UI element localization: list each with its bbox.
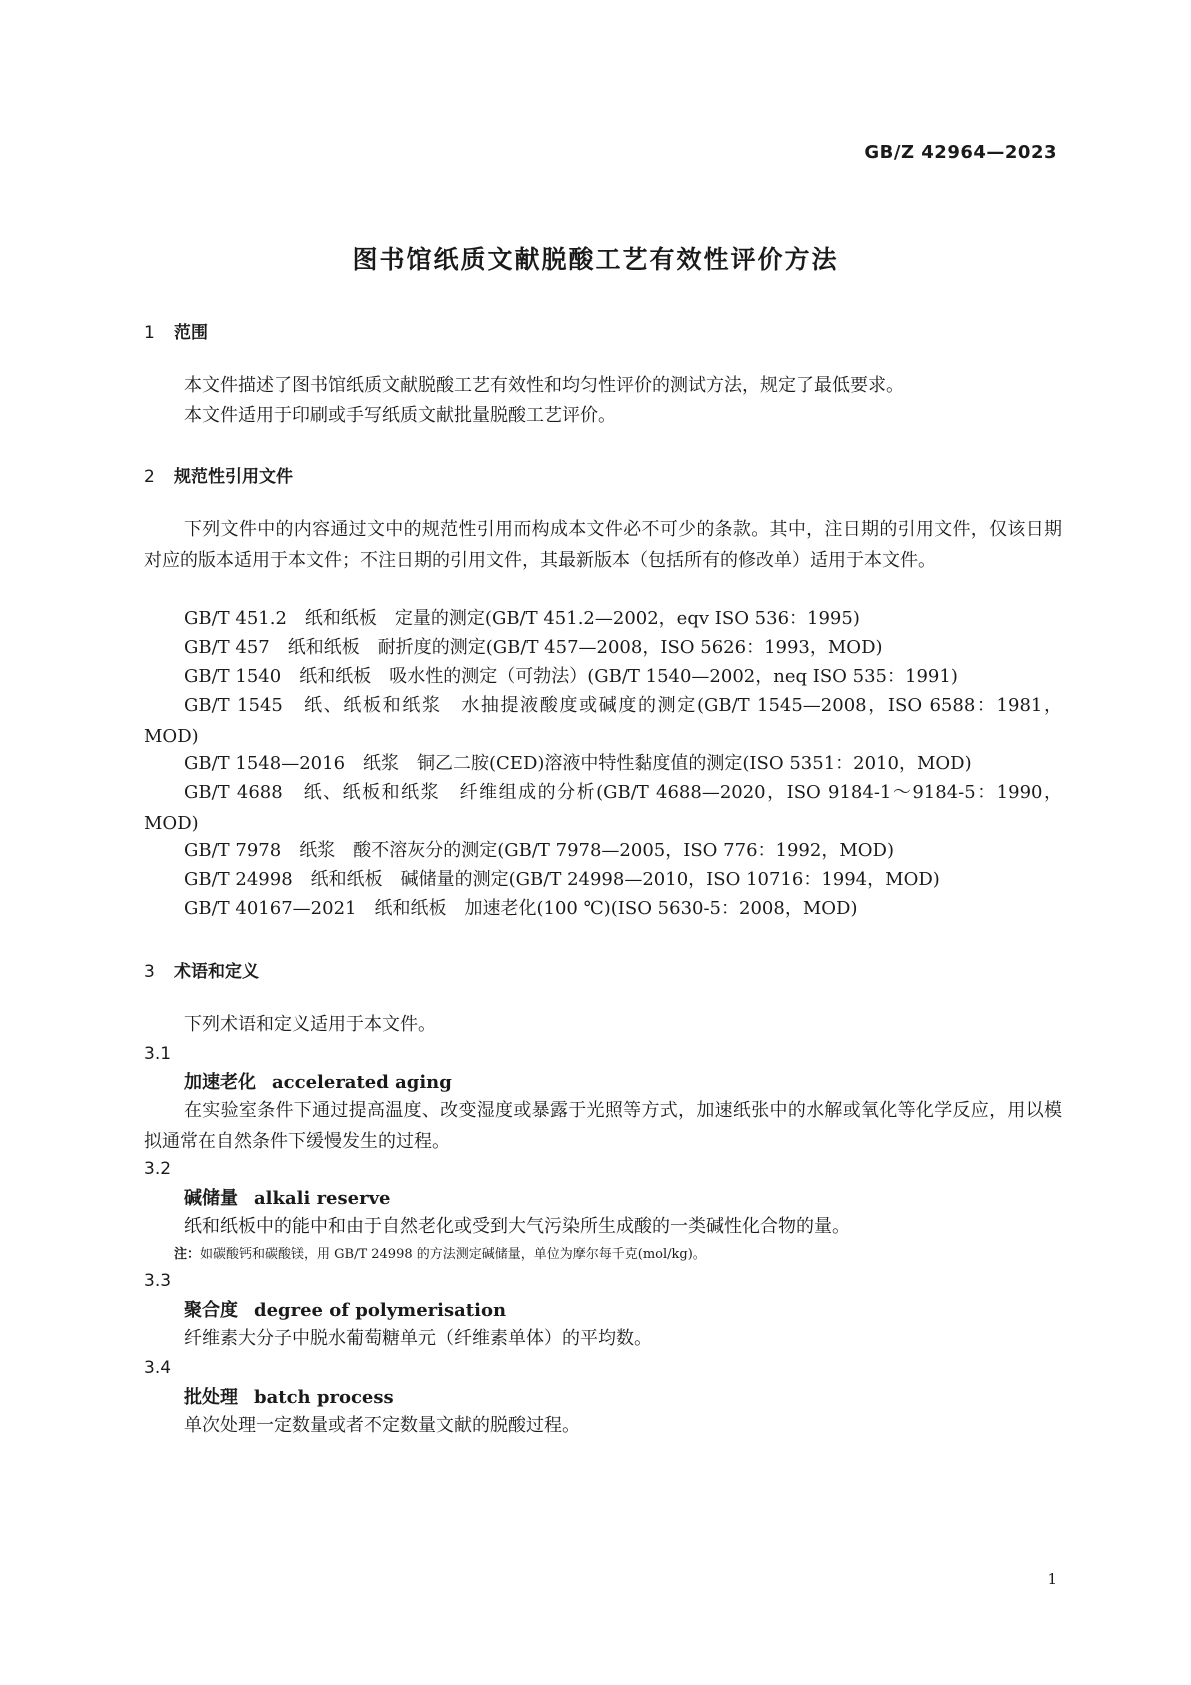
term-definition: 单次处理一定数量或者不定数量文献的脱酸过程。 bbox=[184, 1415, 580, 1436]
term-heading bbox=[184, 1383, 394, 1409]
term-number: 3.3 bbox=[144, 1271, 172, 1291]
term-en: degree of polymerisation bbox=[254, 1300, 507, 1321]
section-3-heading bbox=[144, 957, 259, 982]
term-zh: 加速老化 bbox=[184, 1072, 256, 1093]
term-heading bbox=[184, 1184, 391, 1210]
term-en: batch process bbox=[254, 1387, 394, 1408]
section-number: 1 bbox=[144, 323, 155, 343]
paragraph: 本文件适用于印刷或手写纸质文献批量脱酸工艺评价。 bbox=[184, 405, 616, 426]
section-2-heading bbox=[144, 462, 293, 487]
reference-item: GB/T 1548—2016 纸浆 铜乙二胺(CED)溶液中特性黏度值的测定(ISO 5351：2010，MOD) bbox=[184, 753, 972, 774]
paragraph: 下列术语和定义适用于本文件。 bbox=[184, 1014, 436, 1035]
reference-item: GB/T 40167—2021 纸和纸板 加速老化(100 ℃)(ISO 5630-5：2008，MOD) bbox=[184, 898, 858, 919]
document-title: 图书馆纸质文献脱酸工艺有效性评价方法 bbox=[352, 245, 839, 274]
term-definition: 纤维素大分子中脱水葡萄糖单元（纤维素单体）的平均数。 bbox=[184, 1328, 652, 1349]
term-number: 3.2 bbox=[144, 1159, 172, 1179]
section-title: 范围 bbox=[174, 323, 208, 343]
paragraph: 下列文件中的内容通过文中的规范性引用而构成本文件必不可少的条款。其中，注日期的引用文件，仅该日期对应的版本适用于本文件；不注日期的引用文件，其最新版本（包括所有的修改单）适用于本文件。 bbox=[144, 519, 1062, 571]
term-zh: 聚合度 bbox=[184, 1300, 238, 1321]
term-heading bbox=[184, 1296, 506, 1322]
reference-item: GB/T 24998 纸和纸板 碱储量的测定(GB/T 24998—2010，ISO 10716：1994，MOD) bbox=[184, 869, 940, 890]
term-heading bbox=[184, 1068, 452, 1094]
term-number: 3.1 bbox=[144, 1044, 172, 1064]
term-zh: 批处理 bbox=[184, 1387, 238, 1408]
page-number: 1 bbox=[1047, 1570, 1057, 1588]
term-note bbox=[174, 1243, 706, 1262]
reference-item: GB/T 1540 纸和纸板 吸水性的测定（可勃法）(GB/T 1540—2002，neq ISO 535：1991) bbox=[184, 666, 958, 687]
term-zh: 碱储量 bbox=[184, 1188, 238, 1209]
term-en: accelerated aging bbox=[272, 1072, 452, 1093]
section-1-heading bbox=[144, 318, 208, 343]
note-text: 如碳酸钙和碳酸镁，用 GB/T 24998 的方法测定碱储量，单位为摩尔每千克(mol/kg)。 bbox=[200, 1247, 706, 1262]
paragraph: 本文件描述了图书馆纸质文献脱酸工艺有效性和均匀性评价的测试方法，规定了最低要求。 bbox=[184, 375, 904, 396]
section-title: 术语和定义 bbox=[174, 962, 259, 982]
reference-item: GB/T 457 纸和纸板 耐折度的测定(GB/T 457—2008，ISO 5626：1993，MOD) bbox=[184, 637, 883, 658]
section-title: 规范性引用文件 bbox=[174, 467, 293, 487]
standard-code: GB/Z 42964—2023 bbox=[864, 142, 1057, 163]
term-number: 3.4 bbox=[144, 1358, 172, 1378]
term-en: alkali reserve bbox=[254, 1188, 391, 1209]
reference-item: GB/T 1545 纸、纸板和纸浆 水抽提液酸度或碱度的测定(GB/T 1545—2008，ISO 6588：1981，MOD) bbox=[144, 695, 1062, 747]
reference-item: GB/T 4688 纸、纸板和纸浆 纤维组成的分析(GB/T 4688—2020，ISO 9184-1～9184-5：1990，MOD) bbox=[144, 782, 1062, 834]
reference-item: GB/T 451.2 纸和纸板 定量的测定(GB/T 451.2—2002，eqv ISO 536：1995) bbox=[184, 608, 860, 629]
reference-item: GB/T 7978 纸浆 酸不溶灰分的测定(GB/T 7978—2005，ISO 776：1992，MOD) bbox=[184, 840, 894, 861]
section-number: 3 bbox=[144, 962, 155, 982]
note-label: 注： bbox=[174, 1247, 201, 1262]
section-number: 2 bbox=[144, 467, 155, 487]
term-definition: 在实验室条件下通过提高温度、改变湿度或暴露于光照等方式，加速纸张中的水解或氧化等化学反应，用以模拟通常在自然条件下缓慢发生的过程。 bbox=[144, 1100, 1062, 1152]
term-definition: 纸和纸板中的能中和由于自然老化或受到大气污染所生成酸的一类碱性化合物的量。 bbox=[184, 1216, 850, 1237]
